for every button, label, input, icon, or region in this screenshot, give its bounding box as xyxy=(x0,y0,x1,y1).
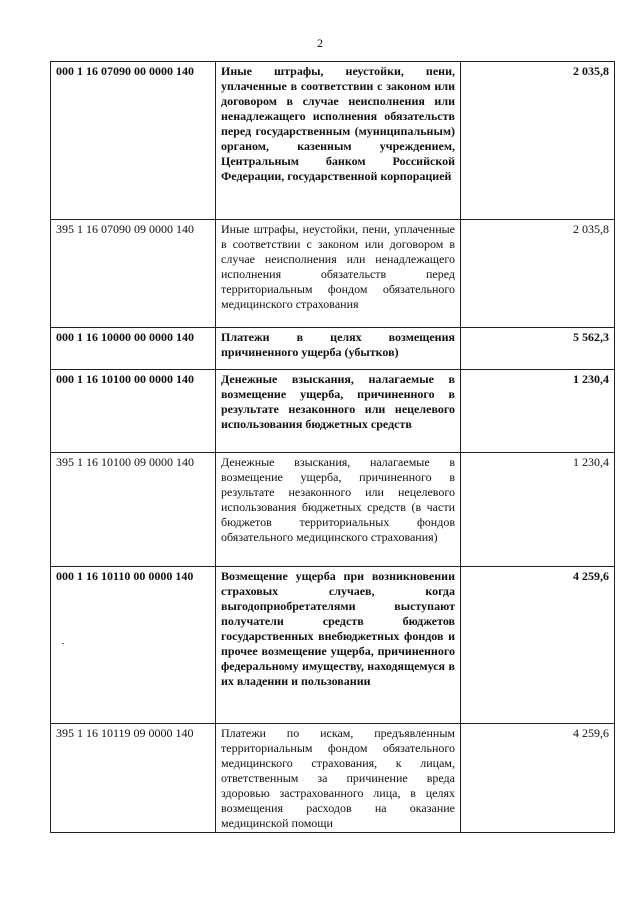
revenue-name: Платежи по искам, предъявленным территориальным фондом обязательного медицинского страхования, к лицам, ответственным за причинение вреда здоровью застрахованного лица, в целях возмещения расходов на оказание медицинской помощи xyxy=(216,724,461,833)
table-row xyxy=(51,370,615,453)
revenue-name: Иные штрафы, неустойки, пени, уплаченные в соответствии с законом или договором в случае неисполнения или ненадлежащего исполнения обязательств перед территориальным фондом обязательного медицинского страхования xyxy=(216,220,461,328)
budget-code: 000 1 16 10100 00 0000 140 xyxy=(51,370,216,453)
amount: 1 230,4 xyxy=(461,453,615,567)
amount: 2 035,8 xyxy=(461,220,615,328)
amount: 1 230,4 xyxy=(461,370,615,453)
budget-code: 000 1 16 07090 00 0000 140 xyxy=(51,62,216,220)
table-row xyxy=(51,567,615,724)
amount: 4 259,6 xyxy=(461,567,615,724)
budget-code: 395 1 16 07090 09 0000 140 xyxy=(51,220,216,328)
budget-code: 000 1 16 10110 00 0000 140 xyxy=(51,567,216,724)
table-row xyxy=(51,62,615,220)
budget-code: 395 1 16 10100 09 0000 140 xyxy=(51,453,216,567)
table-row xyxy=(51,220,615,328)
revenue-name: Денежные взыскания, налагаемые в возмещение ущерба, причиненного в результате незаконного или нецелевого использования бюджетных средств (в части бюджетов территориальных фондов обязательного медицинского страхования) xyxy=(216,453,461,567)
revenue-name: Платежи в целях возмещения причиненного ущерба (убытков) xyxy=(216,328,461,370)
revenue-name: Денежные взыскания, налагаемые в возмещение ущерба, причиненного в результате незаконного или нецелевого использования бюджетных средств xyxy=(216,370,461,453)
table-row xyxy=(51,724,615,833)
budget-code: 395 1 16 10119 09 0000 140 xyxy=(51,724,216,833)
budget-code: 000 1 16 10000 00 0000 140 xyxy=(51,328,216,370)
amount: 4 259,6 xyxy=(461,724,615,833)
revenue-name: Возмещение ущерба при возникновении страховых случаев, когда выгодоприобретателями выступают получатели средств бюджетов государственных внебюджетных фондов и прочее возмещение ущерба, причиненного федеральному имуществу, находящемуся в их владении и пользовании xyxy=(216,567,461,724)
scan-speck xyxy=(62,643,64,644)
amount: 5 562,3 xyxy=(461,328,615,370)
revenue-table xyxy=(50,61,615,833)
table-row xyxy=(51,328,615,370)
page-number: 2 xyxy=(317,36,323,50)
revenue-name: Иные штрафы, неустойки, пени, уплаченные в соответствии с законом или договором в случае неисполнения или ненадлежащего исполнения обязательств перед государственным (муниципальным) органом, казенным учреждением, Центральным банком Российской Федерации, государственной корпорацией xyxy=(216,62,461,220)
table-row xyxy=(51,453,615,567)
amount: 2 035,8 xyxy=(461,62,615,220)
